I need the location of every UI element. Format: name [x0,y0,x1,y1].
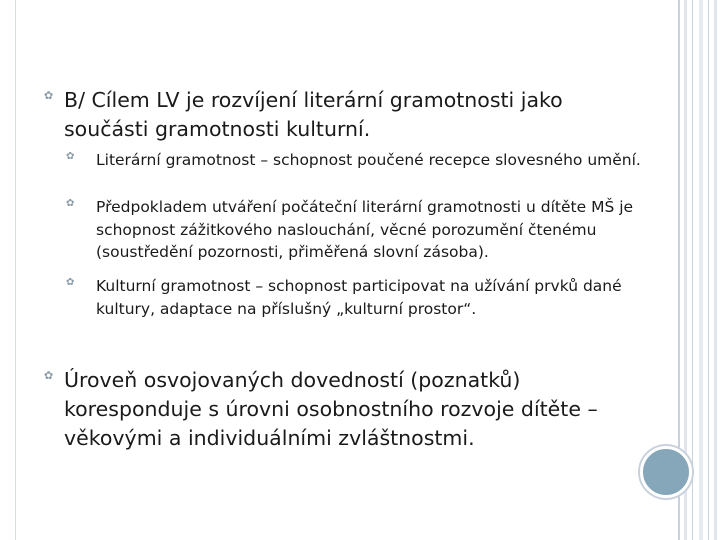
flower-bullet-icon: ✿ [66,198,75,209]
flower-bullet-icon: ✿ [44,369,54,382]
sub-bullet-text: Kulturní gramotnost – schopnost participovat na užívání prvků dané kultury, adaptace na příslušný „kulturní prostor“. [96,277,622,318]
flower-bullet-icon: ✿ [66,277,75,288]
flower-bullet-icon: ✿ [66,151,75,162]
sub-bullet-text: Literární gramotnost – schopnost poučené recepce slovesného umění. [96,151,641,169]
sub-bullet-text: Předpokladem utváření počáteční literární gramotnosti u dítěte MŠ je schopnost zážitkového naslouchání, věcné porozumění čtenému (soustředění pozornosti, přiměřená slovní zásoba). [96,198,634,261]
bullet-text: Úroveň osvojovaných dovedností (poznatků) koresponduje s úrovni osobnostního rozvoje dítěte – věkovými a individuálními zvláštnostmi. [64,368,598,450]
bullet-text: B/ Cílem LV je rozvíjení literární gramotnosti jako součásti gramotnosti kulturní. [64,88,563,141]
flower-bullet-icon: ✿ [44,89,54,102]
